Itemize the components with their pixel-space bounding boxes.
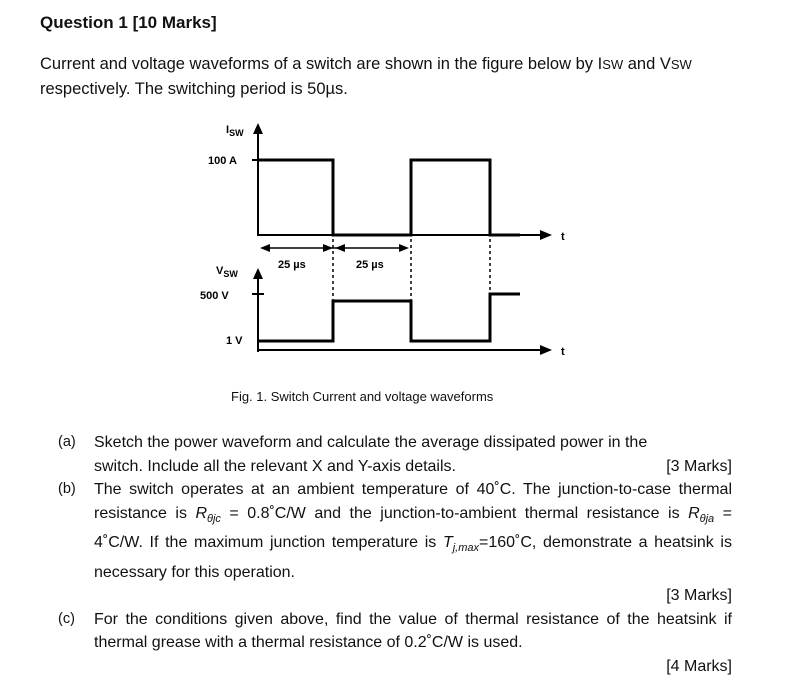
part-b-text4: =160˚C, demonstrate a heatsink is necessary for this operation. (94, 534, 732, 581)
t-axis-1-label: t (561, 231, 565, 243)
part-c-marks: [4 Marks] (666, 657, 732, 675)
waveform-diagram (190, 112, 590, 372)
vsw-subscript: SW (670, 57, 692, 72)
part-b-text3: = 4˚C/W. If the maximum junction temperature is (94, 504, 732, 552)
part-b-body (94, 478, 732, 608)
part-b-label: (b) (58, 481, 76, 497)
part-a-label: (a) (58, 434, 76, 450)
interval-label-2: 25 µs (356, 259, 384, 271)
isw-axis-label: $I_{SW}$ (226, 124, 244, 138)
interval-arrow-right (399, 244, 409, 252)
question-title: Question 1 [10 Marks] (40, 13, 217, 32)
part-a (58, 431, 732, 478)
isw-axis-arrow (253, 123, 263, 134)
part-a-line1: Sketch the power waveform and calculate the average dissipated power in the (94, 434, 648, 451)
interval-label-1: 25 µs (278, 259, 306, 271)
rjc-symbol: $R_{\theta jc}$ (195, 504, 221, 525)
part-c-text: For the conditions given above, find the value of thermal resistance of the heatsink if thermal grease with a thermal resistance of 0.2˚C/W is used. (94, 610, 732, 652)
vsw-axis-label: $V_{SW}$ (216, 265, 238, 279)
vsw-axis-arrow (253, 268, 263, 279)
part-c-label: (c) (58, 610, 75, 627)
part-b-text (94, 478, 732, 584)
part-b-text1: The switch operates at an ambient temperature of 40˚C. The junction-to-case thermal resistance is (94, 481, 732, 522)
question-parts (58, 431, 732, 678)
rja-symbol: $R_{\theta ja}$ (688, 504, 715, 525)
current-level-label: 100 A (208, 155, 237, 167)
part-a-marks: [3 Marks] (666, 457, 732, 475)
voltage-high-label: 500 V (200, 290, 229, 302)
t-axis-1-arrow (540, 230, 552, 240)
part-b-marks: [3 Marks] (666, 587, 732, 605)
part-c-body (94, 608, 732, 678)
interval-arrow-mid-left (323, 244, 333, 252)
interval-arrow-left (260, 244, 270, 252)
intro-text-2: and V (623, 55, 671, 73)
part-b (58, 478, 732, 608)
intro-text-1: Current and voltage waveforms of a switch are shown in the figure below by I (40, 55, 603, 73)
interval-arrow-mid-right (335, 244, 345, 252)
intro-text-3: respectively. The switching period is 50µs. (40, 80, 348, 98)
voltage-low-label: 1 V (226, 335, 243, 347)
waveform-figure (190, 112, 590, 372)
part-a-line2-row (94, 455, 732, 479)
figure-caption: Fig. 1. Switch Current and voltage waveforms (231, 389, 494, 404)
part-a-line2: switch. Include all the relevant X and Y-axis details. (94, 457, 456, 475)
t-axis-2-label: t (561, 346, 565, 358)
question-intro (40, 52, 740, 101)
part-a-body (94, 431, 732, 478)
part-b-text2: = 0.8˚C/W and the junction-to-ambient thermal resistance is (220, 504, 689, 522)
isw-subscript: SW (602, 57, 624, 72)
t-axis-2-arrow (540, 345, 552, 355)
vsw-waveform (258, 294, 520, 341)
isw-waveform (258, 160, 520, 235)
part-c (58, 608, 732, 678)
tj-symbol: $T_{j,max}$ (442, 534, 479, 555)
